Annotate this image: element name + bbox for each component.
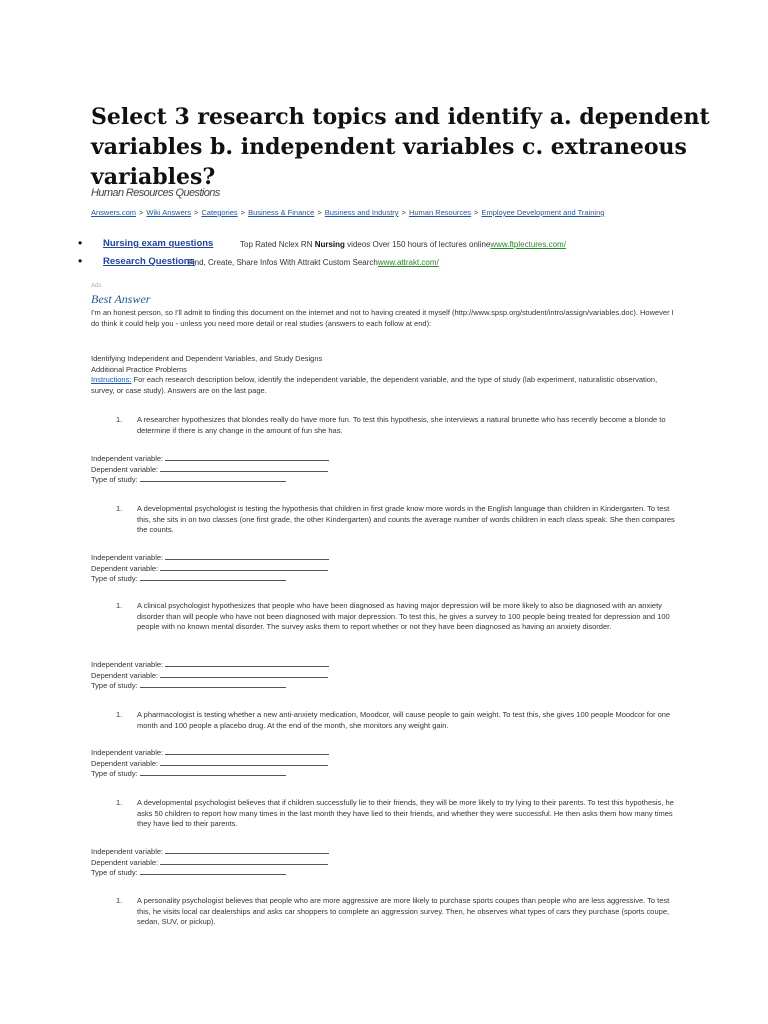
type-answer-blank: [140, 573, 286, 581]
independent-answer-blank: [165, 552, 329, 560]
question-text: A developmental psychologist is testing the hypothesis that children in first grade know more words in the English language than children in Kindergarten. To test this, she sits in on two classes (one first grade, the other Kindergarten) and counts the average number of words children in each class speak. She then compares the counts.: [137, 504, 675, 534]
type-variable-label: Type of study:: [91, 681, 138, 691]
answer-fields: [91, 846, 329, 878]
breadcrumb-link[interactable]: Human Resources: [408, 208, 472, 217]
breadcrumb-separator: >: [240, 208, 246, 217]
type-answer-blank: [140, 474, 286, 482]
question-number: 1.: [116, 896, 123, 905]
category-subtitle: Human Resources Questions: [91, 187, 220, 199]
dependent-answer-blank: [160, 563, 328, 571]
breadcrumb-separator: >: [401, 208, 406, 217]
answer-field-row: [91, 573, 329, 584]
dependent-variable-label: Dependent variable:: [91, 464, 159, 474]
answer-fields: [91, 747, 329, 779]
instructions-text: For each research description below, identify the independent variable, the dependent variable, and the type of study (lab experiment, naturalistic observation, survey, or case study). Answers are on the last page.: [91, 375, 658, 395]
bullet-icon: •: [78, 236, 83, 250]
ad-description: [240, 240, 566, 249]
ad-url-link[interactable]: www.attrakt.com/: [377, 258, 439, 267]
bullet-icon: •: [78, 254, 83, 268]
dependent-variable-label: Dependent variable:: [91, 857, 159, 867]
question-text: A pharmacologist is testing whether a new anti-anxiety medication, Moodcor, will cause people to gain weight. To test this, she gives 100 people Moodcor for one month and 100 people a placebo drug. At the end of the month, she monitors any weight gain.: [137, 710, 671, 730]
ad-title-link[interactable]: Nursing exam questions: [103, 238, 214, 249]
answer-field-row: [91, 768, 329, 779]
answer-field-row: [91, 563, 329, 574]
independent-answer-blank: [165, 453, 329, 461]
independent-variable-label: Independent variable:: [91, 847, 164, 856]
breadcrumb-link[interactable]: Business and Industry: [324, 208, 399, 217]
type-variable-label: Type of study:: [91, 475, 138, 485]
question-number: 1.: [116, 601, 123, 610]
worksheet-title: Identifying Independent and Dependent Variables, and Study Designs: [91, 354, 323, 363]
ad-text: Top Rated Nclex RN: [240, 240, 315, 249]
answer-field-row: [91, 464, 329, 475]
answer-field-row: [91, 846, 329, 857]
breadcrumb-link[interactable]: Wiki Answers: [146, 208, 191, 217]
answer-field-row: [91, 680, 329, 691]
question-number: 1.: [116, 710, 123, 719]
answer-field-row: [91, 659, 329, 670]
breadcrumb-separator: >: [317, 208, 322, 217]
ad-url-link[interactable]: www.ftplectures.com/: [490, 240, 566, 249]
breadcrumb-separator: >: [139, 208, 144, 217]
answer-fields: [91, 453, 329, 485]
answer-field-row: [91, 552, 329, 563]
breadcrumb-separator: >: [194, 208, 199, 217]
instructions-label: Instructions:: [91, 375, 132, 384]
question-number: 1.: [116, 415, 123, 424]
type-answer-blank: [140, 680, 286, 688]
worksheet-header: [91, 354, 681, 396]
dependent-answer-blank: [160, 758, 328, 766]
ad-text-bold: Nursing: [314, 240, 345, 249]
breadcrumb-link[interactable]: Categories: [201, 208, 238, 217]
dependent-answer-blank: [160, 670, 328, 678]
question-text: A clinical psychologist hypothesizes that people who have been diagnosed as having major depression will be more likely to also be diagnosed with an anxiety disorder than will people who have not been diagnosed with major depression. To test this, he gives a survey to 100 people being treated for depression and 100 people with no known mental disorder. The survey asks them to report whether or not they have been diagnosed as having an anxiety disorder.: [137, 601, 670, 631]
ad-description: [188, 258, 439, 267]
ads-label: Ads: [91, 283, 102, 289]
breadcrumb-link[interactable]: Answers.com: [91, 208, 137, 217]
breadcrumb-link[interactable]: Business & Finance: [248, 208, 315, 217]
answer-field-row: [91, 867, 329, 878]
answer-field-row: [91, 857, 329, 868]
ad-text: Find, Create, Share Infos With Attrakt Custom Search: [188, 258, 378, 267]
independent-answer-blank: [165, 747, 329, 755]
page-title: Select 3 research topics and identify a. dependent variables b. independent variables c. extraneous variables?: [91, 104, 710, 190]
ad-text: videos Over 150 hours of lectures online: [344, 240, 491, 249]
type-variable-label: Type of study:: [91, 769, 138, 779]
answer-intro: I'm an honest person, so I'll admit to finding this document on the internet and not to having created it myself (http://www.spsp.org/student/intro/assign/variables.doc). However I do think it could help you - unless you need more detail or real studies (answers to each follow at end):: [91, 308, 674, 328]
dependent-variable-label: Dependent variable:: [91, 758, 159, 768]
answer-field-row: [91, 453, 329, 464]
type-answer-blank: [140, 867, 286, 875]
independent-variable-label: Independent variable:: [91, 454, 164, 463]
best-answer-heading: Best Answer: [91, 292, 151, 306]
answer-field-row: [91, 747, 329, 758]
answer-fields: [91, 659, 329, 691]
ad-title-link[interactable]: Research Questions: [103, 256, 195, 267]
type-variable-label: Type of study:: [91, 868, 138, 878]
question-text: A researcher hypothesizes that blondes really do have more fun. To test this hypothesis, she interviews a natural brunette who has recently become a blonde to determine if there is any change in the amount of fun she has.: [137, 415, 666, 435]
instructions: [91, 375, 681, 396]
question-number: 1.: [116, 798, 123, 807]
breadcrumb: [91, 208, 604, 217]
answer-field-row: [91, 670, 329, 681]
type-variable-label: Type of study:: [91, 574, 138, 584]
dependent-variable-label: Dependent variable:: [91, 563, 159, 573]
independent-answer-blank: [165, 659, 329, 667]
answer-field-row: [91, 474, 329, 485]
worksheet-subtitle: Additional Practice Problems: [91, 364, 187, 374]
independent-variable-label: Independent variable:: [91, 660, 164, 669]
dependent-answer-blank: [160, 464, 328, 472]
independent-variable-label: Independent variable:: [91, 748, 164, 757]
independent-variable-label: Independent variable:: [91, 553, 164, 562]
dependent-variable-label: Dependent variable:: [91, 670, 159, 680]
question-number: 1.: [116, 504, 123, 513]
type-answer-blank: [140, 768, 286, 776]
question-text: A personality psychologist believes that people who are more aggressive are more likely to purchase sports coupes than people who are less aggressive. To test this, he visits local car dealerships and asks car shoppers to complete an aggression survey. Then, he observes what types of cars they purchase (sports coupe, sedan, SUV, or pickup).: [137, 896, 670, 926]
breadcrumb-link[interactable]: Employee Development and Training: [481, 208, 605, 217]
breadcrumb-separator: >: [474, 208, 479, 217]
answer-field-row: [91, 758, 329, 769]
question-text: A developmental psychologist believes that if children successfully lie to their friends, they will be more likely to try lying to their parents. To test this hypothesis, he asks 50 children to report how many times in the last month they have lied to their friends, and whether they were successful. He then asks them how many times they have lied to their parents.: [137, 798, 674, 828]
answer-fields: [91, 552, 329, 584]
independent-answer-blank: [165, 846, 329, 854]
dependent-answer-blank: [160, 857, 328, 865]
